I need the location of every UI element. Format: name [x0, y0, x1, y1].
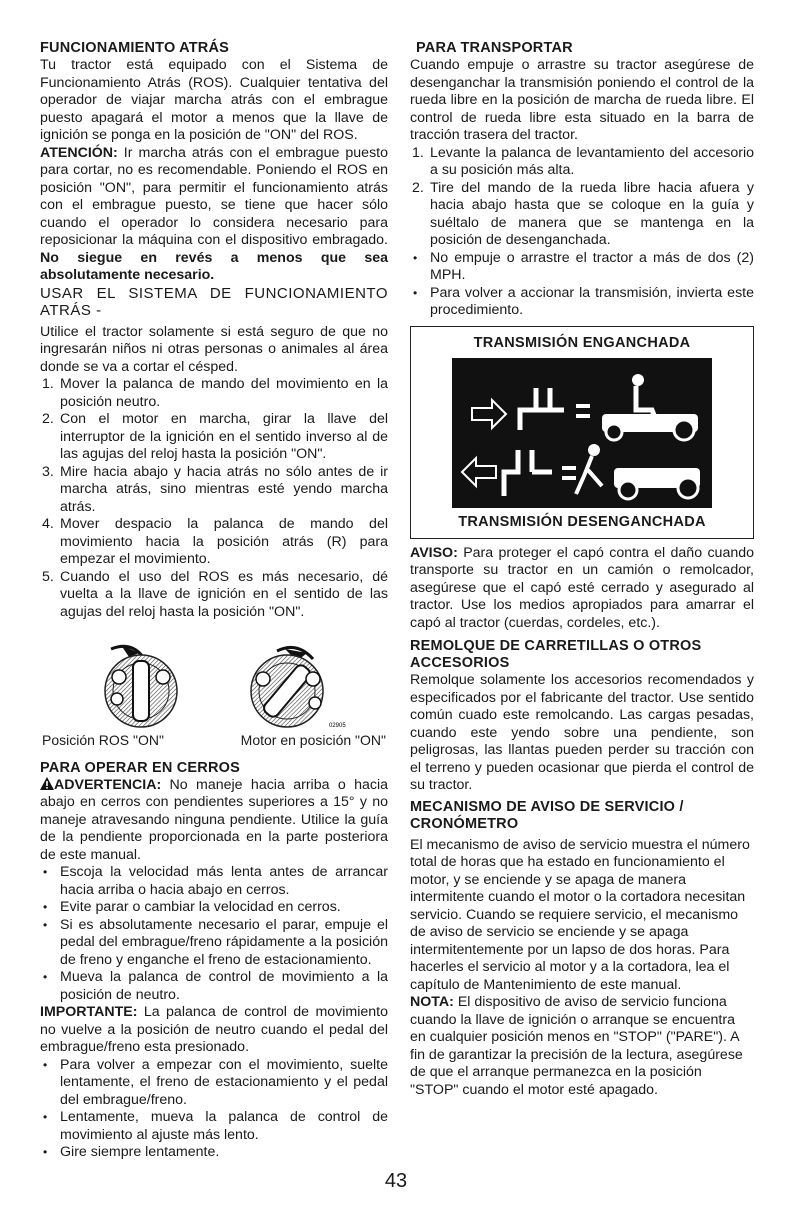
usar-heading: USAR EL SISTEMA DE FUNCIONAMIENTO ATRÁS - — [40, 284, 388, 319]
cerros-bullets — [40, 864, 388, 1004]
list-item: • Gire siempre lentamente. — [43, 1144, 220, 1160]
cerros-heading: PARA OPERAR EN CERROS — [40, 759, 240, 776]
importante-text: La palanca de control de movimiento no vuelve a la posición de neutro cuando el pedal del embrague/freno esta presionado. — [40, 1004, 388, 1055]
list-item: 2. Tire del mando de la rueda libre hacia afuera y hacia abajo hasta que se coloque en la guía y suéltalo de manera que se mantenga en la posición de desenganchada. — [412, 179, 754, 248]
importante-paragraph — [40, 1004, 388, 1057]
atencion-bold: No siegue en revés a menos que sea absolutamente necesario. — [40, 249, 388, 283]
list-item: 5. Cuando el uso del ROS es más necesario, dé vuelta a la llave de ignición en el sentido de las agujas del reloj hasta la posición "ON". — [42, 568, 388, 620]
ros-steps — [40, 376, 388, 621]
advertencia-text: No maneje hacia arriba o hacia abajo en cerros con pendientes superiores a 15° y no maneje atravesando ninguna pendiente. Utilice la guía de la pendiente proporcionada en la parte posteriora de este manual. — [40, 776, 388, 863]
caption-ros: Posición ROS "ON" — [42, 732, 164, 748]
importante-label: IMPORTANTE: — [40, 1004, 138, 1020]
list-item: • Para volver a empezar con el movimiento, suelte lentamente, el freno de estacionamiento y el pedal del embrague/freno. — [43, 1056, 388, 1108]
advertencia-label: ADVERTENCIA: — [54, 776, 162, 793]
list-item: 1. Levante la palanca de levantamiento del accesorio a su posición más alta. — [412, 144, 754, 178]
mecanismo-text: El mecanismo de aviso de servicio muestra el número total de horas que ha estado en funcionamiento el motor, y se enciende y se apaga de manera intermitente cuando el motor o la cortadora necesitan servicio. Cuando se requiere servicio, el mecanismo de aviso de servicio se enciende y se apaga intermitentemente por un lapso de dos horas. Para hacerles el servicio al motor y a la cortadora, lea el capítulo de Mantenimiento de este manual. — [410, 836, 750, 993]
right-column — [410, 40, 754, 1099]
transporte-bullets — [410, 250, 754, 320]
list-item: • Lentamente, mueva la palanca de control de movimiento al ajuste más lento. — [43, 1109, 388, 1143]
nota-label: NOTA: — [410, 994, 454, 1010]
transporte-intro: Cuando empuje o arrastre su tractor asegúrese de desenganchar la transmisión poniendo el control de la rueda libre en la posición de marcha de rueda libre. El control de rueda libre esta situado en la barra de tracción trasera del tractor. — [410, 57, 754, 143]
list-item: • No empuje o arrastre el tractor a más de dos (2) MPH. — [413, 249, 754, 283]
advertencia-paragraph — [40, 777, 388, 865]
ignition-switch-icon — [227, 635, 347, 730]
ros-intro: Tu tractor está equipado con el Sistema de Funcionamiento Atrás (ROS). Cualquier tentativa del operador de viajar marcha atrás con el embrague puesto apagará el motor a menos que la llave de ignición se ponga en la posición de "ON" del ROS. — [40, 57, 388, 143]
list-item: • Si es absolutamente necesario el parar, empuje el pedal del embrague/freno rápidamente a la posición de freno y enganche el freno de estacionamiento. — [43, 916, 388, 968]
transporte-steps — [410, 145, 754, 250]
trans-bottom-label: TRANSMISIÓN DESENGANCHADA — [458, 514, 706, 530]
list-item: • Escoja la velocidad más lenta antes de arrancar hacia arriba o hacia abajo en cerros. — [43, 864, 388, 898]
aviso-text: Para proteger el capó contra el daño cuando transporte su tractor en un camión o remolcador, asegúrese que el capó esté cerrado y asegurado al tractor. Use los medios apropiados para amarrar el capó al tractor (cuerdas, cordeles, etc.). — [410, 544, 754, 631]
page-number: 43 — [384, 1170, 408, 1192]
list-item: 2. Con el motor en marcha, girar la llave del interruptor de la ignición en el sentido inverso al de las agujas del reloj hasta la posición "ON". — [42, 411, 388, 462]
list-item: • Mueva la palanca de control de movimiento a la posición de neutro. — [43, 969, 388, 1003]
list-item: 4. Mover despacio la palanca de mando del movimiento hacia la posición atrás (R) para empezar el movimiento. — [42, 516, 388, 567]
ignition-figure — [40, 635, 388, 730]
ignition-switch-icon — [81, 635, 201, 730]
nota-text: El dispositivo de aviso de servicio funciona cuando la llave de ignición o arranque se encuentra en cualquier posición menos en "STOP" ("PARE"). A fin de garantizar la precisión de la lectura, asegúrese de que el arranque permanezca en la posición "STOP" cuando el motor esté apagado. — [410, 994, 743, 1098]
aviso-paragraph — [410, 545, 754, 633]
atencion-label: ATENCIÓN: — [40, 144, 118, 161]
mecanismo-heading: MECANISMO DE AVISO DE SERVICIO / CRONÓMETRO — [410, 798, 684, 832]
list-item: • Para volver a accionar la transmisión, invierta este procedimiento. — [413, 284, 754, 318]
ignition-captions — [40, 732, 388, 750]
figure-code: 02905 — [329, 723, 346, 729]
list-item: 3. Mire hacia abajo y hacia atrás no sólo antes de ir marcha atrás, sino mientras esté yendo marcha atrás. — [42, 463, 388, 515]
final-bullets — [40, 1057, 388, 1162]
caption-motor: Motor en posición "ON" — [240, 732, 386, 748]
left-column — [40, 40, 388, 1162]
remolque-heading: REMOLQUE DE CARRETILLAS O OTROS ACCESORIOS — [410, 638, 702, 671]
list-item: • Evite parar o cambiar la velocidad en cerros. — [43, 899, 341, 915]
usar-intro: Utilice el tractor solamente si está seguro de que no ingresarán niños ni otras personas o animales al área donde se va a cortar el césped. — [40, 323, 388, 375]
warning-triangle-icon — [40, 777, 54, 790]
atencion-paragraph — [40, 145, 388, 285]
transporte-heading: PARA TRANSPORTAR — [416, 40, 573, 56]
transmission-figure — [410, 326, 754, 539]
transmission-diagram — [452, 358, 712, 508]
ros-heading: FUNCIONAMIENTO ATRÁS — [40, 40, 230, 56]
trans-top-label: TRANSMISIÓN ENGANCHADA — [473, 334, 691, 351]
list-item: 1. Mover la palanca de mando del movimiento en la posición neutro. — [42, 376, 388, 410]
nota-paragraph — [410, 994, 754, 1099]
aviso-label: AVISO: — [410, 544, 458, 561]
remolque-text: Remolque solamente los accesorios recomendados y especificados por el fabricante del tractor. Use sentido común cuado este remolcando. Las cargas pesadas, cuando este yendo sobre una pendiente, son peligrosas, las llantas pueden perder su tracción con el terreno y pueden ocasionar que pierda el control de su tractor. — [410, 672, 754, 793]
atencion-text: Ir marcha atrás con el embrague puesto para cortar, no es recomendable. Poniendo el ROS en posición "ON", para permitir el funcionamiento atrás con el embrague puesto, se tiene que hacer sólo cuando el operador lo considera necesario para reposicionar la máquina con el dispositivo embragado. — [40, 144, 388, 248]
